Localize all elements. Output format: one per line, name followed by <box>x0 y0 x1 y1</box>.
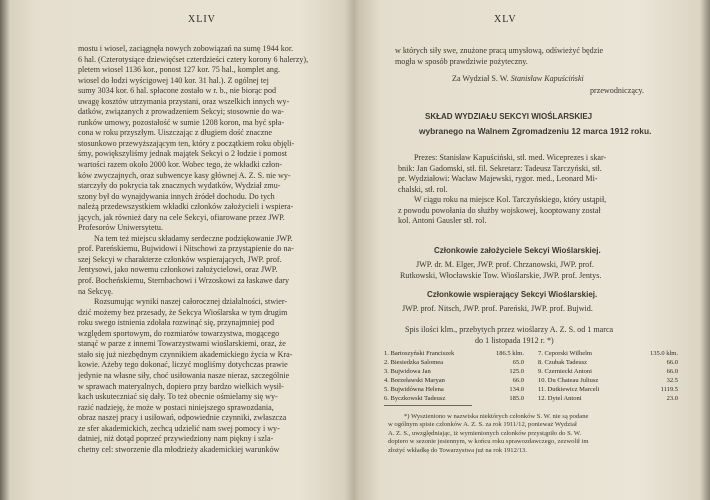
left-page <box>0 0 354 500</box>
left-body-line: Na tem też miejscu składamy serdeczne podziękowanie JWP. <box>94 233 293 243</box>
left-body-line: prof. Bocheńskiemu, Sternbachowi i Wrzoskowi za łaskawe dary <box>78 276 290 286</box>
board-line: Prezes: Stanisław Kapuściński, stł. med. Wiceprezes i skar- <box>414 153 607 162</box>
ranking-left-column <box>384 350 524 403</box>
left-body-line: kach uskuteczniać się dały. To też obecnie ośmielamy się wy- <box>78 392 278 402</box>
left-body-line: szony był do wynajdywania innych źródeł dochodu. Do tych <box>78 191 275 201</box>
board-heading: SKŁAD WYDZIAŁU SEKCYI WIOŚLARSKIEJ <box>425 112 593 121</box>
left-body-line: szej Sekcyi w charakterze członków wspierających, JWP. prof. <box>78 254 282 264</box>
ranking-row <box>384 368 524 377</box>
left-body-line: w sprawach materyalnych, dopiero przy bardzo wielkich wysił- <box>78 381 284 391</box>
rower-name: 2. Biesiedzka Salomea <box>384 358 444 366</box>
left-body-line: jedynie na własne siły, choć usiłowania nasze nieraz, szczególnie <box>78 370 290 380</box>
ranking-row <box>538 350 678 359</box>
left-body-line: razić nadzieję, że może w postaci niniejszego sprawozdania, <box>78 402 274 412</box>
board-line: pr. Wydziałowi: Wacław Majewski, rygor. med., Leonard Mi- <box>398 174 598 184</box>
footnote-line: A. Z. S., uwzględniając, iż wymienionych członków przystąpiło do S. W. <box>388 429 582 437</box>
left-body-line: stosunkowo przewyższającym ten, który z początkiem roku objęli- <box>78 138 295 148</box>
left-body-line: runków umowy, pozostałość w sumie 1208 koron, ma być spła- <box>78 117 285 127</box>
ranking-row <box>384 395 524 404</box>
rower-km: 135.0 klm. <box>650 350 678 357</box>
rower-name: 9. Czerniecki Antoni <box>538 367 592 375</box>
signature-line <box>452 74 584 85</box>
left-body-line: stanąć w parze z innemi Towarzystwami wioślarskiemi, oraz, że <box>78 339 286 349</box>
left-body-line: roku swego istnienia zdołała rozwinąć się, przynajmniej pod <box>78 318 274 328</box>
left-body-line: należą przedewszystkiem wkładki członków założycieli i wspiera- <box>78 202 294 212</box>
left-body-line: dzić możemy bez przesady, że Sekcya Wioślarska w tym drugim <box>78 307 288 317</box>
board-text <box>398 153 668 227</box>
rower-name: 8. Czubak Tadeusz <box>538 358 588 366</box>
footnote-line: *) Wyszieniono w nazwiska niektórych członków S. W. nie są podane <box>404 413 589 420</box>
board-line: chalski, stł. rol. <box>398 184 448 194</box>
rower-km: 1119.5 <box>660 385 678 393</box>
rower-km: 66.0 <box>512 376 524 384</box>
rower-name: 10. Du Chateau Juliusz <box>538 376 599 384</box>
left-body-line: Rozsumując wyniki naszej całorocznej działalności, stwier- <box>94 297 288 307</box>
left-body-line: stało się już niezbędnym czynnikiem akademickiego życia w Kra- <box>78 349 293 359</box>
page-number-right: XLV <box>494 14 517 25</box>
left-body-line: mostu i wiosel, zaciągnęła nowych zobowiązań na sumę 1944 kor. <box>78 44 294 53</box>
rower-km: 185.0 <box>509 394 524 402</box>
left-body-line: wartości razem około 2000 kor. Wobec tego, że wkładki człon- <box>78 160 282 170</box>
left-body-line: cona w roku przyszłym. Uiszczając z długiem dość znaczne <box>78 128 272 138</box>
right-top-line: mogła w sposób prawdziwie pożyteczny. <box>395 56 528 66</box>
founders-line: JWP. dr. M. Elger, JWP. prof. Chrzanowski, JWP. prof. <box>416 260 594 269</box>
footnote-rule <box>384 405 472 406</box>
left-body-line: chetny cel: stworzenie dla młodzieży akademickiej warunków <box>78 444 280 454</box>
left-body-line: prof. Pareńskiemu, Bujwidowi i Nitschowi za przystąpienie do na- <box>78 244 294 254</box>
rower-km: 134.0 <box>509 385 524 393</box>
rower-name: 1. Bartoszyński Franciszek <box>384 350 455 357</box>
board-line: bnik: Jan Gadomski, stł. fil. Sekretarz: Tadeusz Tarczyński, stł. <box>398 163 602 173</box>
supporters-heading: Członkowie wspierający Sekcyi Wioślarskiej. <box>427 290 598 299</box>
ranking-row <box>384 386 524 395</box>
rower-km: 23.0 <box>666 394 678 402</box>
ranking-row <box>384 377 524 386</box>
rower-km: 125.0 <box>509 367 524 375</box>
rower-name: 4. Borzeławski Maryan <box>384 376 445 384</box>
left-body-line: starczyły do pokrycia tak znacznych wydatków, Wydział zmu- <box>78 181 281 191</box>
left-body-line: ków zwyczajnych, oraz subwencye kasy głównej A. Z. S. nie wy- <box>78 170 291 180</box>
signature-prefix: Za Wydział S. W. <box>452 74 509 83</box>
left-body-line: obraz naszej pracy i usiłowań, odpowiednie czynniki, zwłaszcza <box>78 413 287 423</box>
left-body-line: kowie. Ażeby tego dokonać, liczyć mogliśmy dotychczas prawie <box>78 360 288 370</box>
left-body-line: uwagę kosztów utrzymania przystani, oraz wszelkich innych wy- <box>78 96 290 106</box>
rower-name: 11. Dutkiewicz Marceli <box>538 385 600 393</box>
ranking-row <box>538 377 678 386</box>
left-body-line: jących, jak również dary na cele Sekcyi, ofiarowane przez JWP. <box>78 212 285 222</box>
rower-km: 66.0 <box>666 358 678 366</box>
left-body-line: datniej, niż dotąd poprzeć przywiedziony nam piękny i szla- <box>78 434 274 444</box>
ranking-row <box>538 359 678 368</box>
rower-name: 12. Dytel Antoni <box>538 394 582 402</box>
left-body-line: 6 hal. (Czterotysiące dziewięćset czterdzieści cztery korony 6 halerzy), <box>78 54 309 64</box>
supporters-text: JWP. prof. Nitsch, JWP. prof. Pareński, JWP. prof. Bujwid. <box>402 304 593 313</box>
footnote-line: w ogólnym spisie członków A. Z. S. za rok 1911/12, ponieważ Wydział <box>388 421 577 429</box>
board-line: kol. Antoni Gausler stł. rol. <box>398 216 487 226</box>
left-body-line: na Sekcyę. <box>78 286 114 296</box>
km-heading-1: Spis ilości klm., przebytych przez wioślarzy A. Z. S. od 1 marca <box>405 325 614 334</box>
rower-name: 5. Bujwidówna Helena <box>384 385 444 393</box>
left-body-line: Profesorów Uniwersytetu. <box>78 223 163 233</box>
signature-role: przewodniczący. <box>590 86 645 95</box>
rower-km: 65.0 <box>512 358 524 366</box>
founders-line: Rutkowski, Włocławskie Tow. Wioślarskie, JWP. prof. Jentys. <box>400 270 602 280</box>
left-body-line: Jentysowi, jako nowemu członkowi założycielowi, oraz JWP. <box>78 265 278 275</box>
rower-km: 186.5 klm. <box>496 350 524 357</box>
ranking-row <box>538 368 678 377</box>
left-body-line: względem sportowym, do rozmiarów towarzystwa, mogącego <box>78 328 280 338</box>
right-top-text <box>395 46 665 67</box>
rower-km: 32.5 <box>666 376 678 384</box>
founders-text <box>400 260 670 281</box>
rower-km: 66.0 <box>666 367 678 375</box>
left-body-text <box>78 44 340 455</box>
signature-name: Stanisław Kapuściński <box>510 74 584 83</box>
right-top-line: w których siły swe, znużone pracą umysłową, odświeżyć będzie <box>395 46 604 55</box>
rower-name: 6. Byczkowski Tadeusz <box>384 394 446 402</box>
ranking-row <box>538 395 678 404</box>
page-number-left: XLIV <box>188 14 216 25</box>
left-body-line: pletem wiosel 1136 kor., ponost 127 kor. 75 hal., komplet ang. <box>78 65 281 75</box>
km-heading-2: do 1 listopada 1912 r. *) <box>475 336 554 345</box>
board-subheading: wybranego na Walnem Zgromadzeniu 12 marca 1912 roku. <box>419 126 652 136</box>
footnote-line: dopiero w sezonie jesiennym, w końcu roku sprawozdawczego, zezwolił im <box>388 438 589 446</box>
ranking-row <box>384 359 524 368</box>
ranking-row <box>538 386 678 395</box>
left-body-line: śmy, powiększyliśmy jednak majątek Sekcyi o 2 łodzie i pomost <box>78 149 287 159</box>
left-body-line: datków, związanych z prowadzeniem Sekcyi; stosownie do wa- <box>78 107 284 117</box>
ranking-right-column <box>538 350 678 403</box>
ranking-row <box>384 350 524 359</box>
rower-name: 7. Ceporski Wilhelm <box>538 350 592 357</box>
board-line: z powodu powołania do służby wojskowej, kooptowany został <box>398 205 601 215</box>
founders-heading: Członkowie założyciele Sekcyi Wioślarskiej. <box>434 246 601 255</box>
rower-name: 3. Bujwidowa Jan <box>384 367 431 375</box>
left-body-line: sumy 3034 kor. 6 hal. spłacone zostało w r. b., nie biorąc pod <box>78 86 277 96</box>
footnote-text <box>388 413 668 455</box>
left-body-line: ze sfer akademickich, zechcą udzielić nam swej pomocy i wy- <box>78 423 280 433</box>
footnote-line: złożyć wkładkę do Towarzystwa już na rok 1912/13. <box>388 446 527 454</box>
left-body-line: wiosel do łodzi wyścigowej 140 kor. 31 hal.). Z ogólnej tej <box>78 75 269 85</box>
board-line: W ciągu roku na miejsce Kol. Tarczyńskiego, który ustąpił, <box>414 195 607 205</box>
